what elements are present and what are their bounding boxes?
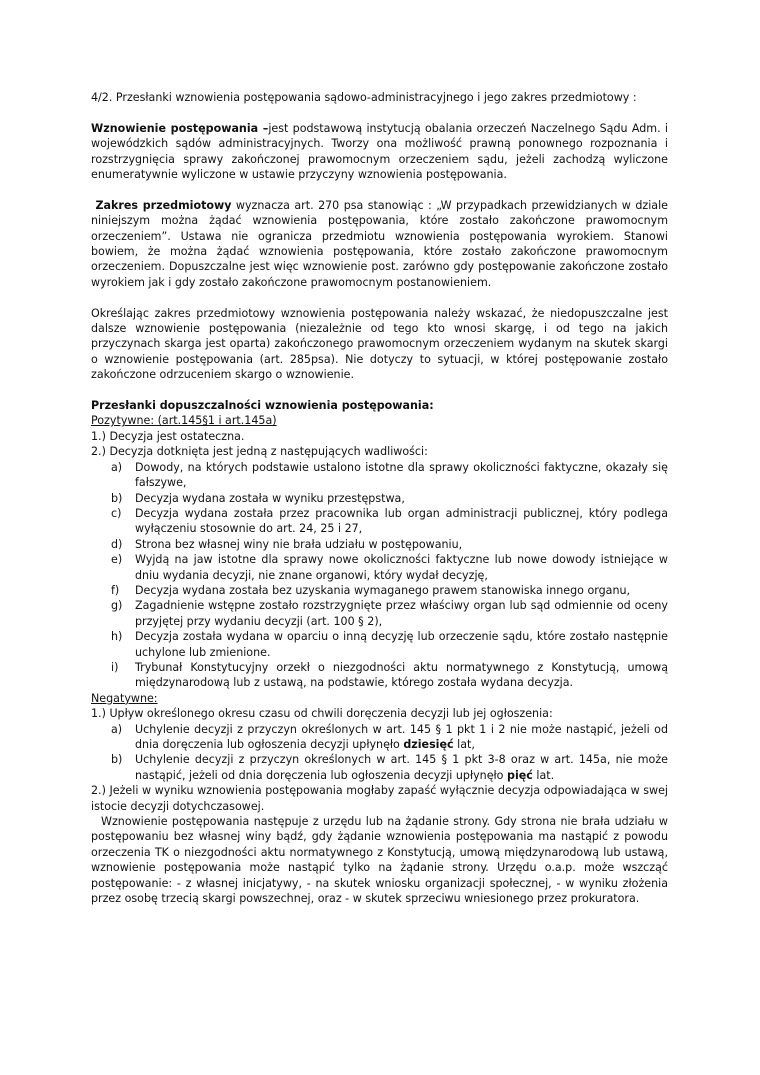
definition-term: Wznowienie postępowania –	[91, 121, 269, 135]
paragraph-scope	[91, 198, 668, 290]
list-item: a) Uchylenie decyzji z przyczyn określonych w art. 145 § 1 pkt 1 i 2 nie może nastąpić, jeżeli od dnia doręczenia lub ogłoszenia decyzji upłynęło dziesięć lat,	[111, 722, 668, 751]
negative-label: Negatywne:	[91, 691, 158, 705]
positive-item-1: 1.) Decyzja jest ostateczna.	[91, 429, 245, 443]
list-item: a) Dowody, na których podstawie ustalono istotne dla sprawy okoliczności faktyczne, okazały się fałszywe,	[111, 460, 668, 490]
negative-item-1: 1.) Upływ określonego okresu czasu od chwili doręczenia decyzji lub jej ogłoszenia:	[91, 707, 553, 721]
positive-sublist	[91, 460, 668, 691]
positive-item-2: 2.) Decyzja dotknięta jest jedną z następujących wadliwości:	[91, 445, 428, 459]
list-item: e) Wyjdą na jaw istotne dla sprawy nowe okoliczności faktyczne lub nowe dowody istniejące w dniu wydania decyzji, nie znane organowi, który wydał decyzję,	[111, 553, 668, 582]
list-item: b) Decyzja wydana została w wyniku przestępstwa,	[111, 491, 405, 505]
positive-label: Pozytywne: (art.145§1 i art.145a)	[91, 414, 277, 428]
list-item: h) Decyzja została wydana w oparciu o inną decyzję lub orzeczenie sądu, które zostało następnie uchylone lub zmienione.	[111, 630, 668, 659]
list-item: g) Zagadnienie wstępne zostało rozstrzygnięte przez właściwy organ lub sąd odmiennie od oceny przyjętej przy wydaniu decyzji (art. 100 § 2),	[111, 599, 668, 628]
list-item: i) Trybunał Konstytucyjny orzekł o niezgodności aktu normatywnego z Konstytucją, umową międzynarodową lub z ustawą, na podstawie, którego została wydana decyzja.	[111, 660, 668, 690]
definition-text: jest podstawową instytucją obalania orzeczeń Naczelnego Sądu Adm. i wojewódzkich sądów administracyjnych. Tworzy ona możliwość prawną ponownego rozpoznania i rozstrzygnięcia sprawy zakończonej prawomocnym orzeczeniem sądu, jeżeli zachodzą wyliczone enumeratywnie wyliczone w ustawie przyczyny wznowienia postępowania.	[91, 121, 668, 182]
list-item: c) Decyzja wydana została przez pracownika lub organ administracji publicznej, który podlega wyłączeniu stosownie do art. 24, 25 i 27,	[111, 506, 668, 536]
paragraph-scope-detail: Określając zakres przedmiotowy wznowienia postępowania należy wskazać, że niedopuszczalne jest dalsze wznowienie postępowania (niezależnie od tego kto wnosi skargę, i od tego na jakich przyczynach skarga jest oparta) zakończonego prawomocnym orzeczeniem wydanym na skutek skargi o wznowienie postępowania (art. 285psa). Nie dotyczy to sytuacji, w której postępowanie zostało zakończone odrzuceniem skargo o wznowienie.	[91, 306, 668, 382]
negative-sublist	[91, 722, 668, 784]
paragraph-definition	[91, 121, 668, 183]
list-item: f) Decyzja wydana została bez uzyskania wymaganego prawem stanowiska innego organu,	[111, 583, 631, 597]
closing-paragraph: Wznowienie postępowania następuje z urzędu lub na żądanie strony. Gdy strona nie brała udziału w postępowaniu bez własnej winy bądź, gdy żądanie wznowienia postępowania ma nastąpić z powodu orzeczenia TK o niezgodności aktu normatywnego z Konstytucją, umową międzynarodową lub ustawą, wznowienie postępowania może nastąpić tylko na żądanie strony. Urzędu o.a.p. może wszcząć postępowanie: - z własnej inicjatywy, - na skutek wniosku organizacji społecznej, - w wyniku złożenia przez osobę trzecią skargi powszechnej, oraz - w skutek sprzeciwu wniesionego przez prokuratora.	[91, 815, 668, 906]
list-item: b) Uchylenie decyzji z przyczyn określonych w art. 145 § 1 pkt 3-8 oraz w art. 145a, nie może nastąpić, jeżeli od dnia doręczenia lub ogłoszenia decyzji upłynęło pięć lat.	[111, 753, 668, 782]
document-heading: 4/2. Przesłanki wznowienia postępowania sądowo-administracyjnego i jego zakres przedmiotowy :	[91, 91, 637, 104]
scope-text: wyznacza art. 270 psa stanowiąc : „W przypadkach przewidzianych w dziale niniejszym można żądać wznowienia postępowania, które zostało zakończone prawomocnym orzeczeniem”. Ustawa nie ogranicza przedmiotu wznowienia postępowania wyrokiem. Stanowi bowiem, że można żądać wznowienia postępowania, które zostało zakończone prawomocnym orzeczeniem. Dopuszczalne jest więc wznowienie post. zarówno gdy postępowanie zakończone zostało wyrokiem jak i gdy zostało zakończone prawomocnym postanowieniem.	[91, 198, 668, 289]
negative-item-2: 2.) Jeżeli w wyniku wznowienia postępowania mogłaby zapaść wyłącznie decyzja odpowiadająca w swej istocie decyzji dotychczasowej.	[91, 784, 668, 813]
scope-term: Zakres przedmiotowy	[95, 198, 232, 212]
list-item: d) Strona bez własnej winy nie brała udziału w postępowaniu,	[111, 537, 463, 551]
section-title: Przesłanki dopuszczalności wznowienia postępowania:	[91, 399, 434, 413]
